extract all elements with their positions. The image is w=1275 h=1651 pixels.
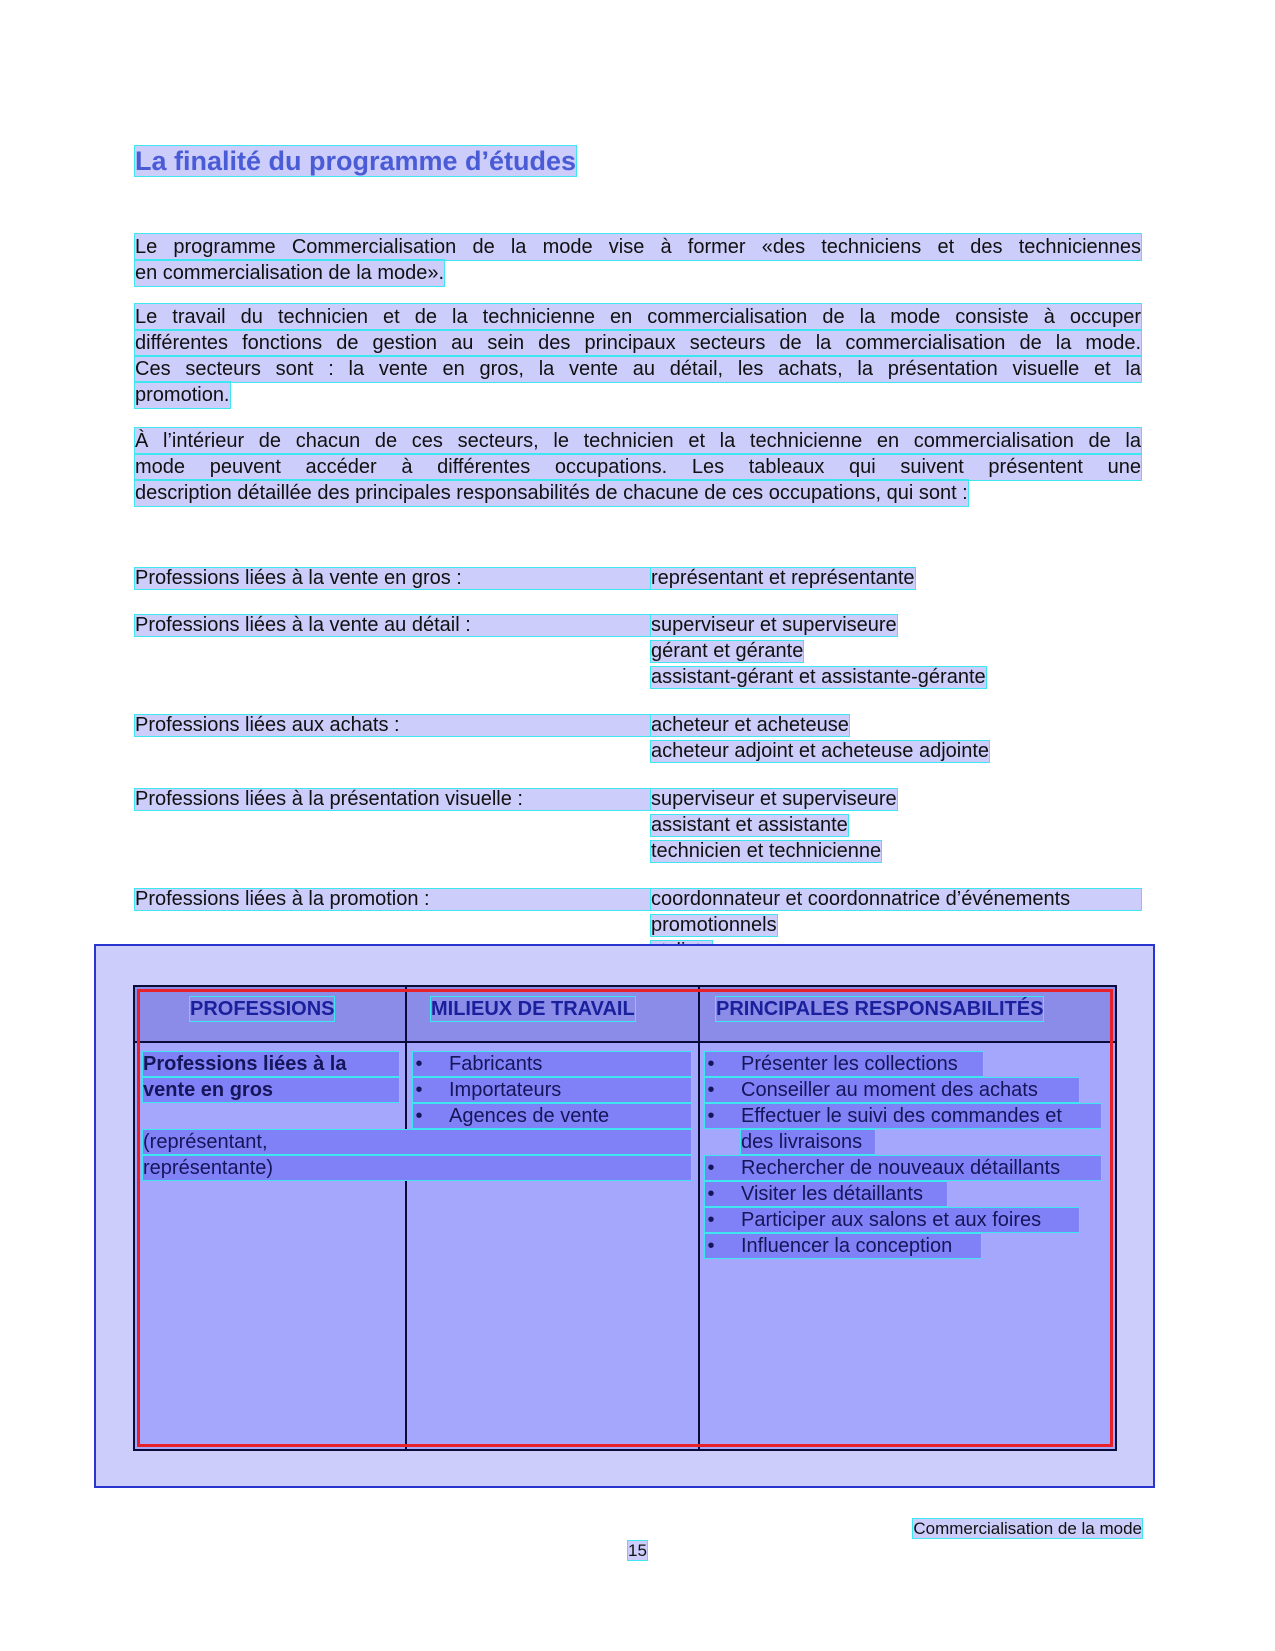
paragraph-line: promotion. bbox=[135, 384, 230, 406]
profession-detail: représentante) bbox=[143, 1156, 691, 1180]
bullet-icon: • bbox=[707, 1053, 715, 1075]
profession-detail: (représentant, bbox=[143, 1130, 691, 1154]
bullet-icon: • bbox=[415, 1053, 423, 1075]
profession-item: acheteur et acheteuse bbox=[651, 714, 849, 736]
profession-item: acheteur adjoint et acheteuse adjointe bbox=[651, 740, 990, 762]
bullet-icon: • bbox=[415, 1079, 423, 1101]
responsibility-item: • Présenter les collections bbox=[705, 1052, 983, 1076]
profession-label-wholesale: Professions liées à la vente en gros : bbox=[135, 568, 651, 589]
profession-label-visual: Professions liées à la présentation visuelle : bbox=[135, 789, 651, 810]
responsibility-item: • Influencer la conception bbox=[705, 1234, 981, 1258]
milieu-item: • Agences de vente bbox=[413, 1104, 691, 1128]
header-professions: PROFESSIONS bbox=[190, 998, 335, 1020]
bullet-icon: • bbox=[707, 1105, 715, 1127]
responsibility-item: • Visiter les détaillants bbox=[705, 1182, 947, 1206]
responsibility-item: • Effectuer le suivi des commandes et bbox=[705, 1104, 1101, 1128]
profession-name: Professions liées à la bbox=[143, 1052, 399, 1076]
paragraph-line: À l’intérieur de chacun de ces secteurs, le technicien et la technicienne en commercialisation de la bbox=[135, 430, 1141, 452]
bullet-icon: • bbox=[707, 1183, 715, 1205]
bullet-icon: • bbox=[707, 1079, 715, 1101]
profession-item: assistant-gérant et assistante-gérante bbox=[651, 666, 986, 688]
page-title: La finalité du programme d’études bbox=[135, 146, 577, 176]
milieu-item: • Fabricants bbox=[413, 1052, 691, 1076]
profession-item: promotionnels bbox=[651, 914, 777, 936]
milieu-item: • Importateurs bbox=[413, 1078, 691, 1102]
bullet-icon: • bbox=[707, 1209, 715, 1231]
responsibility-item: • Rechercher de nouveaux détaillants bbox=[705, 1156, 1101, 1180]
profession-item: superviseur et superviseure bbox=[651, 614, 897, 636]
paragraph-line: différentes fonctions de gestion au sein des principaux secteurs de la commercialisation de la mode. bbox=[135, 332, 1141, 354]
paragraph-line: Le travail du technicien et de la technicienne en commercialisation de la mode consiste à occuper bbox=[135, 306, 1141, 328]
header-milieux: MILIEUX DE TRAVAIL bbox=[431, 998, 635, 1020]
profession-item: superviseur et superviseure bbox=[651, 788, 897, 810]
profession-item: technicien et technicienne bbox=[651, 840, 882, 862]
sectors-paragraph bbox=[135, 428, 1141, 506]
profession-item: assistant et assistante bbox=[651, 814, 848, 836]
profession-item: représentant et représentante bbox=[651, 567, 915, 589]
profession-item: coordonnateur et coordonnatrice d’événements bbox=[651, 889, 1141, 910]
responsibility-item: • Participer aux salons et aux foires bbox=[705, 1208, 1079, 1232]
profession-label-retail: Professions liées à la vente au détail : bbox=[135, 615, 651, 636]
responsibilities-table bbox=[133, 985, 1117, 1451]
profession-item: gérant et gérante bbox=[651, 640, 804, 662]
bullet-icon: • bbox=[707, 1157, 715, 1179]
intro-paragraph bbox=[135, 234, 1141, 286]
header-responsabilites: PRINCIPALES RESPONSABILITÉS bbox=[716, 998, 1044, 1020]
paragraph-line: Ces secteurs sont : la vente en gros, la vente au détail, les achats, la présentation visuelle et la bbox=[135, 358, 1141, 380]
profession-label-purchasing: Professions liées aux achats : bbox=[135, 715, 651, 736]
profession-name: vente en gros bbox=[143, 1078, 399, 1102]
paragraph-line: Le programme Commercialisation de la mode vise à former «des techniciens et des techniciennes bbox=[135, 236, 1141, 258]
footer-program-name: Commercialisation de la mode bbox=[913, 1519, 1142, 1538]
paragraph-line: mode peuvent accéder à différentes occupations. Les tableaux qui suivent présentent une bbox=[135, 456, 1141, 478]
paragraph-line: description détaillée des principales responsabilités de chacune de ces occupations, qui sont : bbox=[135, 482, 968, 504]
responsibility-item: • Conseiller au moment des achats bbox=[705, 1078, 1079, 1102]
paragraph-line: en commercialisation de la mode». bbox=[135, 262, 445, 284]
work-paragraph bbox=[135, 304, 1141, 408]
profession-label-promotion: Professions liées à la promotion : bbox=[135, 889, 651, 910]
bullet-icon: • bbox=[707, 1235, 715, 1257]
page-number: 15 bbox=[628, 1541, 647, 1560]
bullet-icon: • bbox=[415, 1105, 423, 1127]
responsibility-item: des livraisons bbox=[741, 1130, 875, 1154]
